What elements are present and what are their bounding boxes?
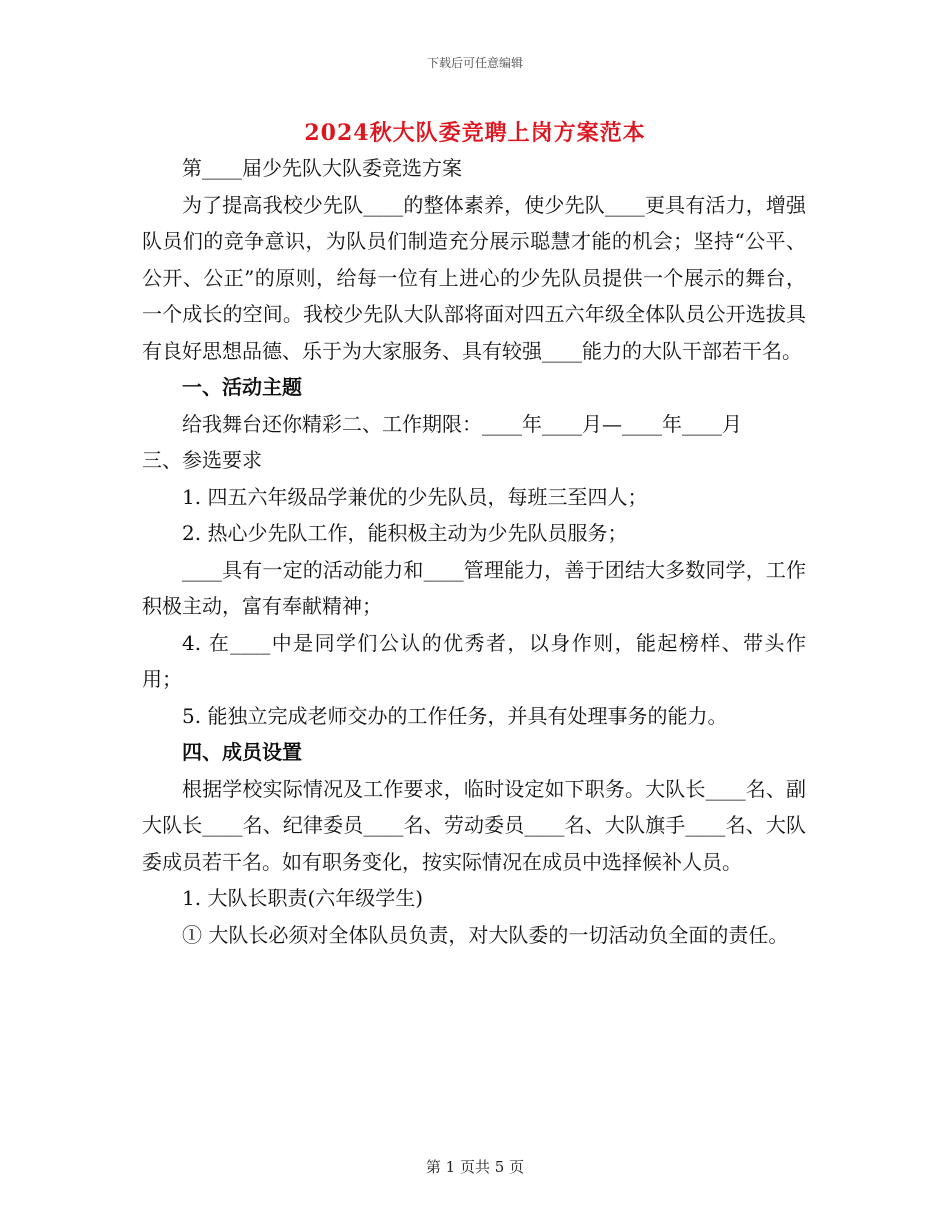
list-item: 2. 热心少先队工作，能积极主动为少先队员服务； bbox=[182, 521, 628, 545]
header-note: 下载后可任意编辑 bbox=[426, 56, 523, 70]
list-item: 5. 能独立完成老师交办的工作任务，并具有处理事务的能力。 bbox=[182, 703, 728, 728]
section-heading: 四、成员设置 bbox=[182, 740, 302, 764]
document-title: 2024秋大队委竞聘上岗方案范本 bbox=[304, 120, 646, 146]
section-heading: 三、参选要求 bbox=[142, 448, 262, 472]
paragraph: 给我舞台还你精彩二、工作期限：____年____月—____年____月 bbox=[182, 411, 742, 436]
list-item: 4. 在____中是同学们公认的优秀者，以身作则，能起榜样、带头作用； bbox=[142, 630, 806, 691]
page-footer: 第 1 页共 5 页 bbox=[425, 1158, 525, 1176]
paragraph: 为了提高我校少先队____的整体素养，使少先队____更具有活力，增强队员们的竞争意识，为队员们制造充分展示聪慧才能的机会；坚持“公平、公开、公正”的原则，给每一位有上进心的少先队员提供一个展示的舞台，一个成长的空间。我校少先队大队部将面对四五六年级全体队员公开选拔具有良好思想品德、乐于为大家服务、具有较强____能力的大队干部若干名。 bbox=[142, 192, 806, 363]
section-heading: 一、活动主题 bbox=[182, 375, 302, 399]
list-item: ____具有一定的活动能力和____管理能力，善于团结大多数同学，工作积极主动，富有奉献精神； bbox=[142, 557, 806, 618]
sub-heading: 1. 大队长职责(六年级学生) bbox=[182, 886, 424, 910]
document-body bbox=[142, 150, 806, 953]
paragraph: 根据学校实际情况及工作要求，临时设定如下职务。大队长____名、副大队长____名、纪律委员____名、劳动委员____名、大队旗手____名、大队委成员若干名。如有职务变化，按实际情况在成员中选择候补人员。 bbox=[142, 776, 806, 874]
paragraph: ① 大队长必须对全体队员负责，对大队委的一切活动负全面的责任。 bbox=[182, 922, 789, 947]
paragraph: 第____届少先队大队委竞选方案 bbox=[182, 156, 462, 180]
list-item: 1. 四五六年级品学兼优的少先队员，每班三至四人； bbox=[182, 484, 648, 509]
